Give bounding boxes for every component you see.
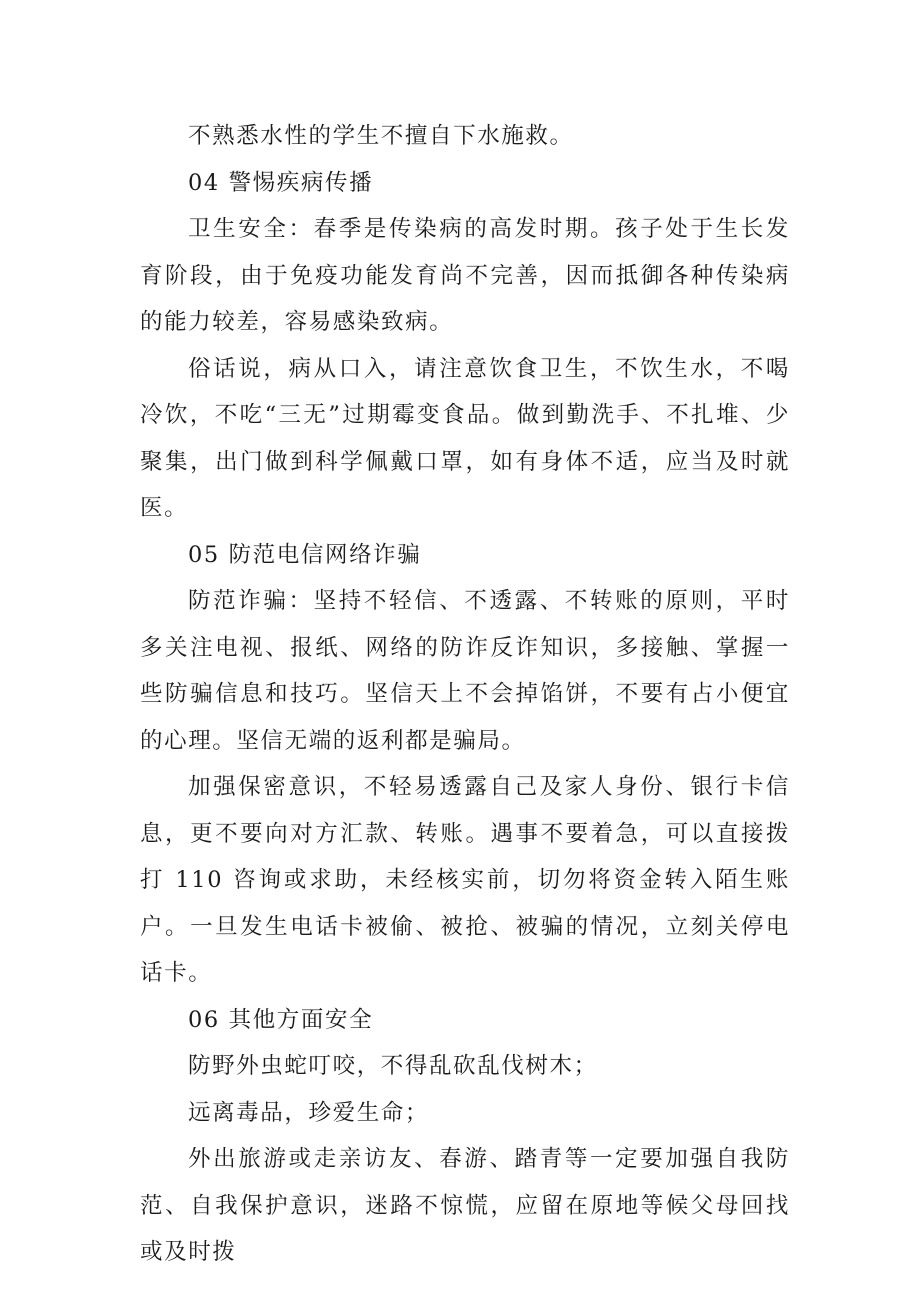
paragraph-water-rescue: 不熟悉水性的学生不擅自下水施救。 [188,123,574,149]
section-heading-disease: 04 警惕疾病传播 [188,169,374,196]
paragraph-travel-safety: 外出旅游或走亲访友、春游、踏青等一定要加强自我防范、自我保护意识，迷路不惊慌，应留在原地等候父母回找或及时拨 [140,1146,790,1265]
paragraph-fraud-prevention: 防范诈骗：坚持不轻信、不透露、不转账的原则，平时多关注电视、报纸、网络的防诈反诈知识，多接触、掌握一些防骗信息和技巧。坚信天上不会掉馅饼，不要有占小便宜的心理。坚信无端的返利都是骗局。 [140,588,790,754]
paragraph-drugs: 远离毒品，珍爱生命； [188,1099,430,1126]
document-body [140,113,790,1276]
paragraph-privacy-awareness: 加强保密意识，不轻易透露自己及家人身份、银行卡信息，更不要向对方汇款、转账。遇事不要着急，可以直接拨打 110 咨询或求助，未经核实前，切勿将资金转入陌生账户。一旦发生电话卡被偷、被抢、被骗的情况，立刻关停电话卡。 [140,774,790,986]
paragraph-hygiene-safety: 卫生安全：春季是传染病的高发时期。孩子处于生长发育阶段，由于免疫功能发育尚不完善，因而抵御各种传染病的能力较差，容易感染致病。 [140,216,790,335]
section-heading-other-safety: 06 其他方面安全 [188,1006,374,1033]
paragraph-diet-hygiene: 俗话说，病从口入，请注意饮食卫生，不饮生水，不喝冷饮，不吃“三无”过期霉变食品。做到勤洗手、不扎堆、少聚集，出门做到科学佩戴口罩，如有身体不适，应当及时就医。 [140,355,790,521]
section-heading-telecom-fraud: 05 防范电信网络诈骗 [188,541,422,568]
paragraph-insects-snakes: 防野外虫蛇叮咬，不得乱砍乱伐树木； [188,1053,598,1079]
